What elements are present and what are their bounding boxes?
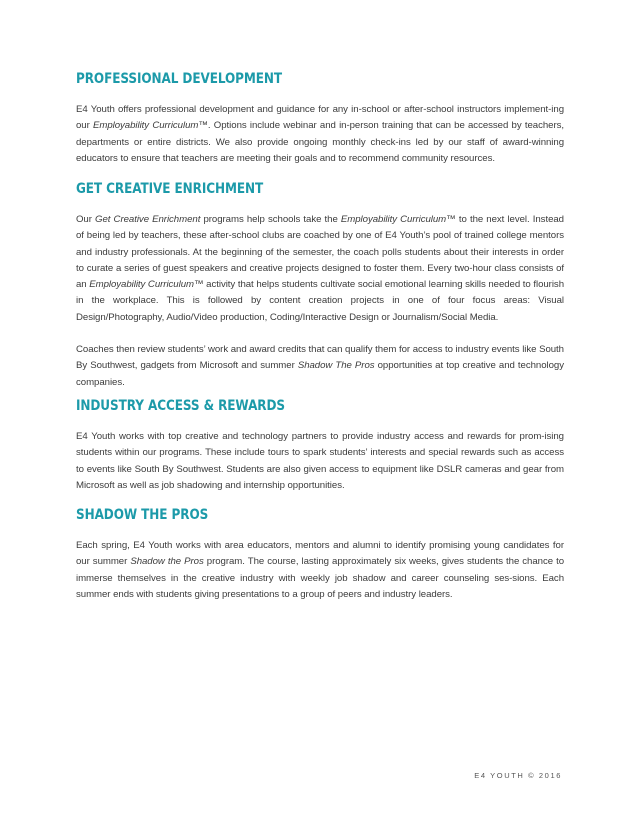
section-get-creative-enrichment	[76, 180, 564, 391]
page-footer: E4 YOUTH © 2016	[474, 771, 562, 780]
italic-title: Employability Curriculum	[340, 214, 447, 225]
italic-title: Get Creative Enrichment	[95, 214, 201, 225]
section-shadow-the-pros	[76, 506, 564, 603]
italic-title: Employability Curriculum	[89, 279, 194, 291]
section-heading: SHADOW THE PROS	[76, 507, 209, 523]
italic-title: Shadow The Pros	[297, 360, 375, 372]
section-paragraph: E4 Youth works with top creative and technology partners to provide industry access and rewards for prom-ising students within our programs. These include tours to spark students’ interests and special rewards such as access to events like South By Southwest. Students are also given access to equipment like DSLR cameras and gear from Microsoft as well as job shadowing and internship opportunities.	[76, 431, 564, 491]
section-heading: GET CREATIVE ENRICHMENT	[76, 181, 264, 197]
section-paragraph: Our Get Creative Enrichment programs help schools take the Employability Curriculum™ to the next level. Instead of being led by teachers, these after-school clubs are coached by one of E4 Youth’s pool of trained college mentors and industry professionals. At the beginning of the semester, the coach polls students about their interests in order to curate a series of guest speakers and creative projects designed to foster them. Every two-hour class consists of an Employability Curriculum™ activity that helps students cultivate social emotional learning skills needed to flourish in the workplace. This is followed by content creation projects in one of four focus areas: Visual Design/Photography, Audio/Video production, Coding/Interactive Design or Journalism/Social Media.	[76, 214, 564, 323]
section-professional-development	[76, 70, 564, 167]
section-paragraph: Coaches then review students’ work and award credits that can qualify them for access to industry events like South By Southwest, gadgets from Microsoft and summer Shadow The Pros opportunities at top creative and technology companies.	[76, 344, 564, 388]
italic-title: Employability Curriculum	[93, 120, 199, 132]
section-paragraph: E4 Youth offers professional development and guidance for any in-school or after-school instructors implement-ing our Employability Curriculum™. Options include webinar and in-person training that can be accessed by teachers, departments or entire districts. We also provide ongoing monthly check-ins led by our staff of award-winning educators to ensure that teachers are meeting their goals and to recommend community resources.	[76, 104, 564, 164]
section-heading: PROFESSIONAL DEVELOPMENT	[76, 71, 283, 87]
section-paragraph: Each spring, E4 Youth works with area educators, mentors and alumni to identify promising young candidates for our summer Shadow the Pros program. The course, lasting approximately six weeks, gives students the chance to immerse themselves in the creative industry with weekly job shadow and career counseling ses-sions. Each summer ends with students giving presentations to a group of peers and industry leaders.	[76, 540, 565, 600]
section-heading: INDUSTRY ACCESS & REWARDS	[76, 398, 285, 414]
section-industry-access-rewards	[76, 397, 564, 494]
italic-title: Shadow the Pros	[130, 556, 204, 568]
